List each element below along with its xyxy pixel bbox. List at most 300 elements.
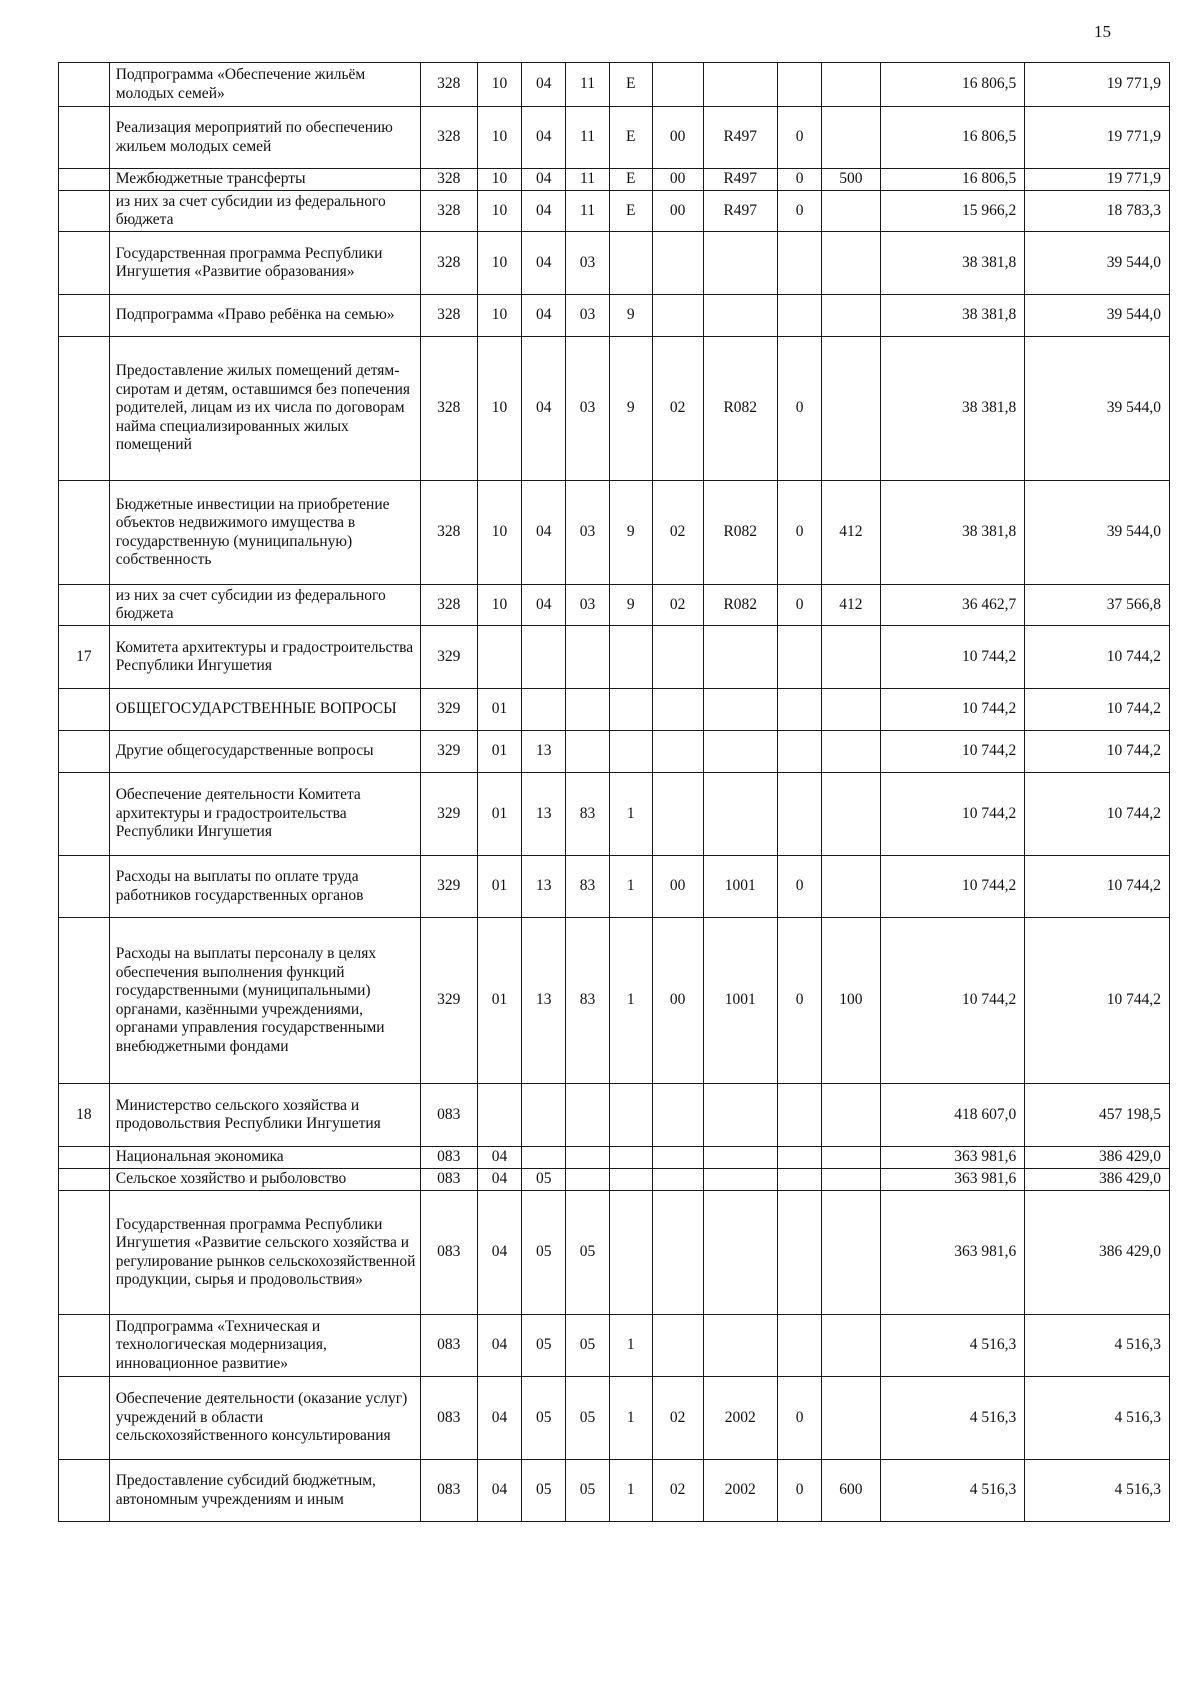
code-cell: 01: [477, 918, 521, 1084]
code-cell: 04: [477, 1460, 521, 1522]
code-cell: [822, 856, 880, 918]
code-cell: [778, 63, 822, 107]
table-row: [59, 169, 1170, 191]
table-row: [59, 1315, 1170, 1377]
code-cell: 10: [477, 63, 521, 107]
code-cell: [609, 1084, 652, 1147]
code-cell: 05: [522, 1191, 566, 1315]
sum2-cell: 39 544,0: [1025, 295, 1170, 337]
code-cell: [703, 63, 777, 107]
code-cell: 10: [477, 169, 521, 191]
code-cell: 083: [420, 1315, 477, 1377]
code-cell: 02: [652, 481, 703, 585]
row-number-cell: [59, 1147, 110, 1169]
code-cell: 9: [609, 295, 652, 337]
sum2-cell: 19 771,9: [1025, 63, 1170, 107]
row-number-cell: [59, 689, 110, 731]
code-cell: 083: [420, 1377, 477, 1460]
sum1-cell: 10 744,2: [880, 856, 1025, 918]
code-cell: 328: [420, 337, 477, 481]
sum1-cell: 4 516,3: [880, 1315, 1025, 1377]
code-cell: 10: [477, 585, 521, 626]
code-cell: 00: [652, 856, 703, 918]
row-number-cell: 17: [59, 626, 110, 689]
sum1-cell: 4 516,3: [880, 1377, 1025, 1460]
code-cell: 01: [477, 856, 521, 918]
code-cell: 329: [420, 773, 477, 856]
name-cell: Реализация мероприятий по обеспечению жильем молодых семей: [109, 107, 420, 169]
code-cell: 83: [566, 918, 609, 1084]
table-row: [59, 337, 1170, 481]
sum1-cell: 15 966,2: [880, 191, 1025, 232]
row-number-cell: 18: [59, 1084, 110, 1147]
code-cell: 1: [609, 1460, 652, 1522]
code-cell: [822, 232, 880, 295]
budget-table: [58, 62, 1170, 1522]
sum2-cell: 10 744,2: [1025, 773, 1170, 856]
code-cell: 083: [420, 1147, 477, 1169]
code-cell: 328: [420, 191, 477, 232]
code-cell: [822, 731, 880, 773]
row-number-cell: [59, 731, 110, 773]
code-cell: [778, 626, 822, 689]
sum2-cell: 386 429,0: [1025, 1191, 1170, 1315]
code-cell: 83: [566, 856, 609, 918]
code-cell: 03: [566, 481, 609, 585]
row-number-cell: [59, 337, 110, 481]
code-cell: 02: [652, 337, 703, 481]
name-cell: Министерство сельского хозяйства и продовольствия Республики Ингушетия: [109, 1084, 420, 1147]
table-row: [59, 585, 1170, 626]
code-cell: 10: [477, 481, 521, 585]
row-number-cell: [59, 63, 110, 107]
code-cell: [778, 689, 822, 731]
code-cell: 1001: [703, 918, 777, 1084]
code-cell: 04: [477, 1169, 521, 1191]
code-cell: [609, 731, 652, 773]
code-cell: 83: [566, 773, 609, 856]
code-cell: [652, 626, 703, 689]
sum1-cell: 4 516,3: [880, 1460, 1025, 1522]
code-cell: 04: [522, 585, 566, 626]
code-cell: 04: [522, 295, 566, 337]
table-row: [59, 731, 1170, 773]
sum2-cell: 457 198,5: [1025, 1084, 1170, 1147]
table-row: [59, 1460, 1170, 1522]
code-cell: [822, 1377, 880, 1460]
code-cell: 04: [477, 1147, 521, 1169]
code-cell: 100: [822, 918, 880, 1084]
code-cell: 04: [522, 107, 566, 169]
name-cell: Подпрограмма «Право ребёнка на семью»: [109, 295, 420, 337]
code-cell: [566, 689, 609, 731]
code-cell: 11: [566, 63, 609, 107]
name-cell: Сельское хозяйство и рыболовство: [109, 1169, 420, 1191]
code-cell: 10: [477, 337, 521, 481]
code-cell: 1: [609, 918, 652, 1084]
code-cell: 13: [522, 731, 566, 773]
table-row: [59, 1169, 1170, 1191]
table-row: [59, 773, 1170, 856]
code-cell: 10: [477, 191, 521, 232]
code-cell: 083: [420, 1191, 477, 1315]
code-cell: 05: [522, 1460, 566, 1522]
code-cell: [822, 1315, 880, 1377]
code-cell: [477, 1084, 521, 1147]
code-cell: 329: [420, 731, 477, 773]
code-cell: [703, 731, 777, 773]
row-number-cell: [59, 1460, 110, 1522]
sum2-cell: 19 771,9: [1025, 107, 1170, 169]
sum1-cell: 10 744,2: [880, 689, 1025, 731]
code-cell: [652, 731, 703, 773]
code-cell: 13: [522, 773, 566, 856]
sum1-cell: 363 981,6: [880, 1191, 1025, 1315]
sum2-cell: 37 566,8: [1025, 585, 1170, 626]
code-cell: R497: [703, 191, 777, 232]
code-cell: [778, 1191, 822, 1315]
name-cell: из них за счет субсидии из федерального бюджета: [109, 191, 420, 232]
table-row: [59, 1191, 1170, 1315]
code-cell: R497: [703, 107, 777, 169]
code-cell: [566, 1147, 609, 1169]
code-cell: 03: [566, 295, 609, 337]
table-row: [59, 856, 1170, 918]
code-cell: [822, 1147, 880, 1169]
code-cell: [652, 1084, 703, 1147]
row-number-cell: [59, 232, 110, 295]
code-cell: 600: [822, 1460, 880, 1522]
sum1-cell: 36 462,7: [880, 585, 1025, 626]
code-cell: [822, 337, 880, 481]
code-cell: 328: [420, 585, 477, 626]
table-row: [59, 1377, 1170, 1460]
code-cell: 2002: [703, 1377, 777, 1460]
code-cell: 04: [522, 337, 566, 481]
code-cell: 0: [778, 1460, 822, 1522]
code-cell: [703, 1084, 777, 1147]
sum1-cell: 38 381,8: [880, 481, 1025, 585]
code-cell: 083: [420, 1169, 477, 1191]
code-cell: Е: [609, 191, 652, 232]
code-cell: [703, 689, 777, 731]
code-cell: [522, 626, 566, 689]
code-cell: [703, 1191, 777, 1315]
code-cell: [703, 295, 777, 337]
name-cell: Национальная экономика: [109, 1147, 420, 1169]
code-cell: 0: [778, 337, 822, 481]
name-cell: ОБЩЕГОСУДАРСТВЕННЫЕ ВОПРОСЫ: [109, 689, 420, 731]
code-cell: 328: [420, 295, 477, 337]
code-cell: [822, 295, 880, 337]
row-number-cell: [59, 1315, 110, 1377]
code-cell: 0: [778, 107, 822, 169]
code-cell: [566, 626, 609, 689]
sum1-cell: 16 806,5: [880, 63, 1025, 107]
code-cell: 05: [566, 1460, 609, 1522]
code-cell: 9: [609, 585, 652, 626]
code-cell: R497: [703, 169, 777, 191]
code-cell: 328: [420, 481, 477, 585]
code-cell: R082: [703, 337, 777, 481]
row-number-cell: [59, 107, 110, 169]
code-cell: 01: [477, 731, 521, 773]
sum2-cell: 10 744,2: [1025, 689, 1170, 731]
row-number-cell: [59, 1191, 110, 1315]
code-cell: 0: [778, 169, 822, 191]
code-cell: 9: [609, 481, 652, 585]
row-number-cell: [59, 295, 110, 337]
code-cell: [822, 626, 880, 689]
code-cell: [566, 731, 609, 773]
code-cell: 0: [778, 585, 822, 626]
code-cell: 1: [609, 1377, 652, 1460]
name-cell: Другие общегосударственные вопросы: [109, 731, 420, 773]
code-cell: [522, 689, 566, 731]
code-cell: 10: [477, 232, 521, 295]
code-cell: 02: [652, 585, 703, 626]
code-cell: [652, 1147, 703, 1169]
sum2-cell: 4 516,3: [1025, 1315, 1170, 1377]
code-cell: [652, 1169, 703, 1191]
code-cell: [703, 773, 777, 856]
code-cell: [778, 1169, 822, 1191]
code-cell: 083: [420, 1460, 477, 1522]
code-cell: 04: [522, 232, 566, 295]
code-cell: 0: [778, 481, 822, 585]
sum1-cell: 10 744,2: [880, 731, 1025, 773]
code-cell: 02: [652, 1377, 703, 1460]
sum1-cell: 418 607,0: [880, 1084, 1025, 1147]
code-cell: [822, 1191, 880, 1315]
table-body: [59, 63, 1170, 1522]
code-cell: 04: [522, 481, 566, 585]
table-row: [59, 232, 1170, 295]
code-cell: 04: [522, 191, 566, 232]
table-row: [59, 689, 1170, 731]
code-cell: [778, 232, 822, 295]
code-cell: 11: [566, 191, 609, 232]
table-row: [59, 63, 1170, 107]
code-cell: [778, 295, 822, 337]
sum2-cell: 4 516,3: [1025, 1460, 1170, 1522]
table-row: [59, 107, 1170, 169]
code-cell: [652, 295, 703, 337]
name-cell: Обеспечение деятельности (оказание услуг) учреждений в области сельскохозяйственного консультирования: [109, 1377, 420, 1460]
row-number-cell: [59, 856, 110, 918]
table-row: [59, 191, 1170, 232]
code-cell: [822, 107, 880, 169]
name-cell: Предоставление жилых помещений детям-сиротам и детям, оставшимся без попечения родителей, лицам из их числа по договорам найма специализированных жилых помещений: [109, 337, 420, 481]
code-cell: 329: [420, 689, 477, 731]
table-row: [59, 918, 1170, 1084]
code-cell: [822, 689, 880, 731]
name-cell: Межбюджетные трансферты: [109, 169, 420, 191]
code-cell: [778, 731, 822, 773]
code-cell: [609, 689, 652, 731]
code-cell: 0: [778, 918, 822, 1084]
sum1-cell: 10 744,2: [880, 773, 1025, 856]
code-cell: 04: [477, 1191, 521, 1315]
name-cell: Государственная программа Республики Ингушетия «Развитие образования»: [109, 232, 420, 295]
code-cell: 0: [778, 856, 822, 918]
code-cell: Е: [609, 107, 652, 169]
table-row: [59, 481, 1170, 585]
code-cell: [778, 773, 822, 856]
code-cell: [703, 626, 777, 689]
code-cell: 00: [652, 191, 703, 232]
sum2-cell: 10 744,2: [1025, 856, 1170, 918]
code-cell: 412: [822, 481, 880, 585]
code-cell: [477, 626, 521, 689]
row-number-cell: [59, 169, 110, 191]
table-row: [59, 295, 1170, 337]
code-cell: 329: [420, 918, 477, 1084]
code-cell: 500: [822, 169, 880, 191]
sum2-cell: 18 783,3: [1025, 191, 1170, 232]
code-cell: 05: [522, 1169, 566, 1191]
code-cell: 10: [477, 295, 521, 337]
code-cell: R082: [703, 481, 777, 585]
name-cell: из них за счет субсидии из федерального бюджета: [109, 585, 420, 626]
code-cell: R082: [703, 585, 777, 626]
code-cell: [703, 232, 777, 295]
sum2-cell: 39 544,0: [1025, 481, 1170, 585]
table-row: [59, 1084, 1170, 1147]
code-cell: 083: [420, 1084, 477, 1147]
sum1-cell: 38 381,8: [880, 232, 1025, 295]
code-cell: [609, 1147, 652, 1169]
code-cell: [609, 626, 652, 689]
code-cell: 03: [566, 585, 609, 626]
row-number-cell: [59, 1169, 110, 1191]
code-cell: 05: [566, 1315, 609, 1377]
code-cell: 329: [420, 856, 477, 918]
code-cell: 1: [609, 856, 652, 918]
code-cell: 05: [566, 1191, 609, 1315]
code-cell: 00: [652, 918, 703, 1084]
code-cell: 328: [420, 107, 477, 169]
code-cell: [703, 1147, 777, 1169]
code-cell: [566, 1084, 609, 1147]
code-cell: [652, 689, 703, 731]
table-row: [59, 626, 1170, 689]
row-number-cell: [59, 481, 110, 585]
row-number-cell: [59, 585, 110, 626]
sum2-cell: 19 771,9: [1025, 169, 1170, 191]
code-cell: [822, 1084, 880, 1147]
sum2-cell: 39 544,0: [1025, 337, 1170, 481]
code-cell: 328: [420, 63, 477, 107]
code-cell: [609, 1169, 652, 1191]
code-cell: [703, 1315, 777, 1377]
code-cell: 328: [420, 232, 477, 295]
sum1-cell: 10 744,2: [880, 918, 1025, 1084]
sum2-cell: 10 744,2: [1025, 626, 1170, 689]
sum2-cell: 386 429,0: [1025, 1169, 1170, 1191]
sum1-cell: 38 381,8: [880, 295, 1025, 337]
code-cell: 1: [609, 773, 652, 856]
table-row: [59, 1147, 1170, 1169]
code-cell: 0: [778, 191, 822, 232]
sum2-cell: 10 744,2: [1025, 731, 1170, 773]
code-cell: 11: [566, 107, 609, 169]
sum1-cell: 363 981,6: [880, 1169, 1025, 1191]
code-cell: 11: [566, 169, 609, 191]
code-cell: 04: [522, 169, 566, 191]
code-cell: 00: [652, 107, 703, 169]
code-cell: [822, 63, 880, 107]
code-cell: 412: [822, 585, 880, 626]
sum1-cell: 363 981,6: [880, 1147, 1025, 1169]
code-cell: [652, 232, 703, 295]
row-number-cell: [59, 1377, 110, 1460]
code-cell: 10: [477, 107, 521, 169]
code-cell: [609, 1191, 652, 1315]
name-cell: Бюджетные инвестиции на приобретение объектов недвижимого имущества в государственную (муниципальную) собственность: [109, 481, 420, 585]
code-cell: [822, 773, 880, 856]
code-cell: 1001: [703, 856, 777, 918]
code-cell: [652, 1191, 703, 1315]
row-number-cell: [59, 773, 110, 856]
code-cell: [652, 1315, 703, 1377]
sum2-cell: 386 429,0: [1025, 1147, 1170, 1169]
row-number-cell: [59, 918, 110, 1084]
code-cell: 05: [566, 1377, 609, 1460]
sum2-cell: 39 544,0: [1025, 232, 1170, 295]
code-cell: 03: [566, 337, 609, 481]
sum2-cell: 4 516,3: [1025, 1377, 1170, 1460]
code-cell: [703, 1169, 777, 1191]
code-cell: 13: [522, 856, 566, 918]
code-cell: 04: [522, 63, 566, 107]
code-cell: [566, 1169, 609, 1191]
code-cell: Е: [609, 63, 652, 107]
code-cell: 05: [522, 1315, 566, 1377]
code-cell: 04: [477, 1315, 521, 1377]
code-cell: [778, 1315, 822, 1377]
code-cell: [522, 1084, 566, 1147]
code-cell: Е: [609, 169, 652, 191]
name-cell: Подпрограмма «Обеспечение жильём молодых семей»: [109, 63, 420, 107]
name-cell: Расходы на выплаты по оплате труда работников государственных органов: [109, 856, 420, 918]
code-cell: 02: [652, 1460, 703, 1522]
code-cell: [652, 63, 703, 107]
code-cell: 01: [477, 689, 521, 731]
code-cell: 2002: [703, 1460, 777, 1522]
sum2-cell: 10 744,2: [1025, 918, 1170, 1084]
code-cell: 328: [420, 169, 477, 191]
code-cell: [522, 1147, 566, 1169]
code-cell: 00: [652, 169, 703, 191]
code-cell: 03: [566, 232, 609, 295]
name-cell: Комитета архитектуры и градостроительства Республики Ингушетия: [109, 626, 420, 689]
code-cell: [609, 232, 652, 295]
name-cell: Предоставление субсидий бюджетным, автономным учреждениям и иным: [109, 1460, 420, 1522]
name-cell: Обеспечение деятельности Комитета архитектуры и градостроительства Республики Ингушетия: [109, 773, 420, 856]
code-cell: 13: [522, 918, 566, 1084]
code-cell: 0: [778, 1377, 822, 1460]
code-cell: [822, 1169, 880, 1191]
code-cell: 05: [522, 1377, 566, 1460]
name-cell: Подпрограмма «Техническая и технологическая модернизация, инновационное развитие»: [109, 1315, 420, 1377]
row-number-cell: [59, 191, 110, 232]
code-cell: 9: [609, 337, 652, 481]
sum1-cell: 16 806,5: [880, 169, 1025, 191]
code-cell: 329: [420, 626, 477, 689]
code-cell: 04: [477, 1377, 521, 1460]
sum1-cell: 16 806,5: [880, 107, 1025, 169]
